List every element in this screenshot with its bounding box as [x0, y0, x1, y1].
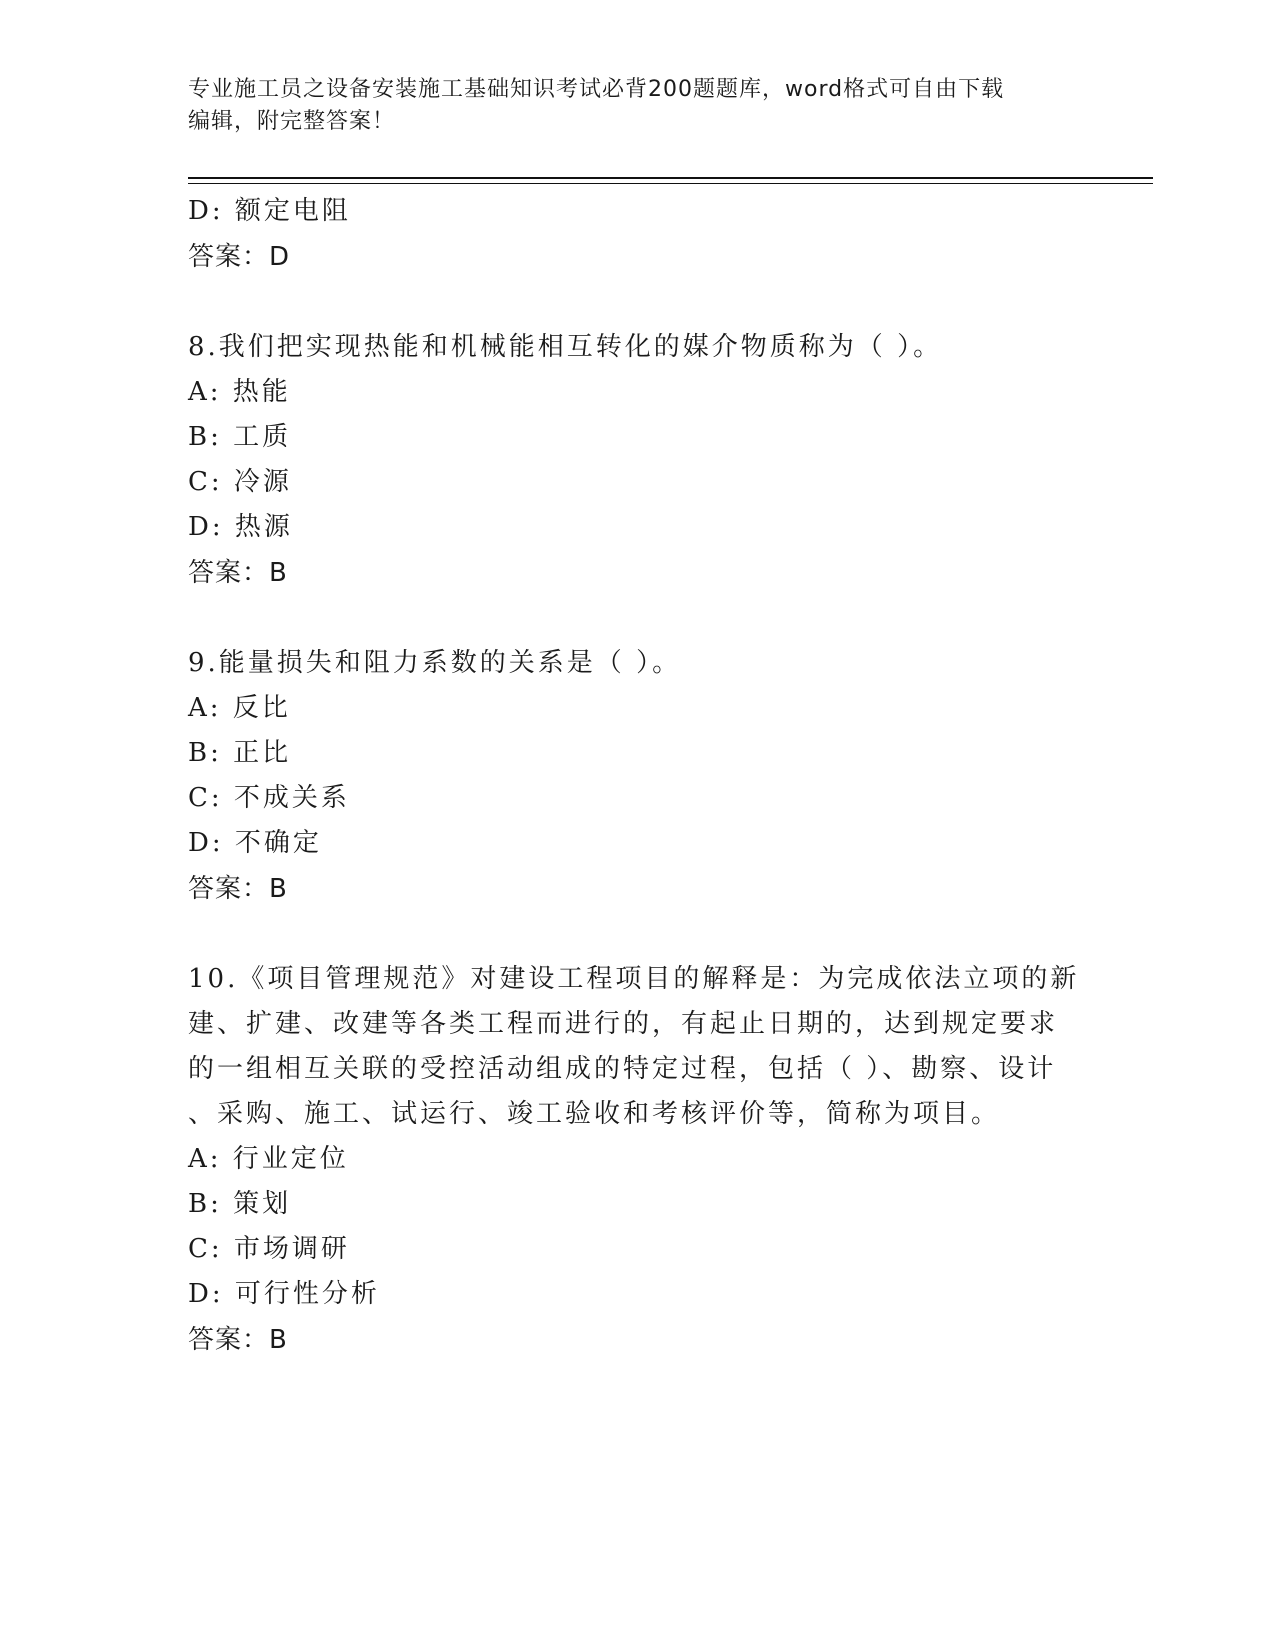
question-list — [188, 189, 1088, 1363]
option-c: C: 冷源 — [188, 467, 292, 497]
option-b: B: 策划 — [188, 1189, 292, 1219]
option-b: B: 正比 — [188, 738, 292, 768]
option-a: A: 热能 — [188, 377, 291, 407]
answer-line: 答案：D — [188, 242, 291, 272]
question-text-line: 的一组相互关联的受控活动组成的特定过程，包括（ ）、勘察、设计 — [188, 1054, 1057, 1084]
option-d: D: 不确定 — [188, 828, 322, 858]
option-d: D: 可行性分析 — [188, 1279, 380, 1309]
question-text-line: 、采购、施工、试运行、竣工验收和考核评价等，简称为项目。 — [188, 1099, 1001, 1129]
question-text — [188, 957, 1080, 1137]
header-divider-thin — [188, 183, 1153, 184]
question-text-line: 建、扩建、改建等各类工程而进行的，有起止日期的，达到规定要求 — [188, 1009, 1059, 1039]
question-text-line: 10.《项目管理规范》对建设工程项目的解释是：为完成依法立项的新 — [188, 964, 1080, 994]
option-a: A: 行业定位 — [188, 1144, 349, 1174]
header-line-2: 编辑，附完整答案！ — [188, 109, 396, 134]
option-a: A: 反比 — [188, 693, 291, 723]
option-d: D: 额定电阻 — [188, 196, 351, 226]
header-line-1: 专业施工员之设备安装施工基础知识考试必背200题题库，word格式可自由下载 — [188, 77, 1005, 102]
question-8 — [188, 325, 1088, 596]
answer-line: 答案：B — [188, 1325, 288, 1355]
question-9 — [188, 641, 1088, 912]
question-10 — [188, 957, 1088, 1363]
answer-line: 答案：B — [188, 874, 288, 904]
option-b: B: 工质 — [188, 422, 292, 452]
question-text: 8.我们把实现热能和机械能相互转化的媒介物质称为（ ）。 — [188, 332, 943, 362]
option-c: C: 市场调研 — [188, 1234, 350, 1264]
previous-question-tail — [188, 189, 1088, 280]
option-d: D: 热源 — [188, 512, 293, 542]
question-text: 9.能量损失和阻力系数的关系是（ ）。 — [188, 648, 682, 678]
answer-line: 答案：B — [188, 558, 288, 588]
document-header — [188, 74, 1068, 138]
option-c: C: 不成关系 — [188, 783, 350, 813]
header-divider-thick — [188, 177, 1153, 179]
